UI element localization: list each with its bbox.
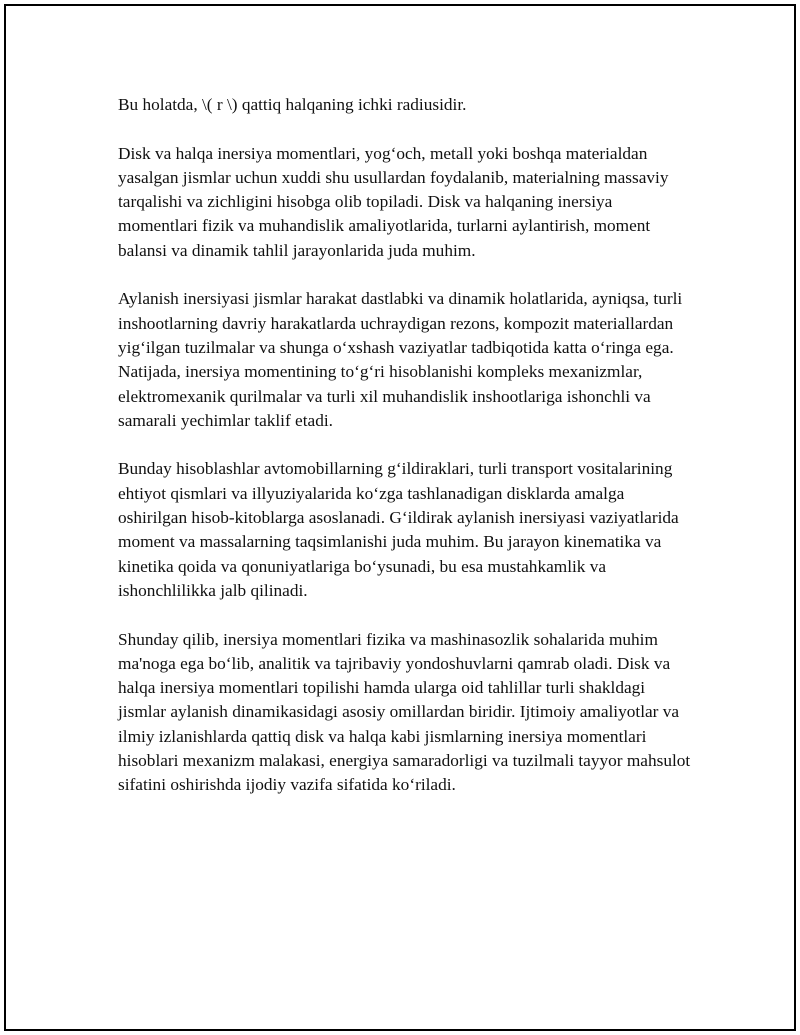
paragraph-intro: Bu holatda, \( r \) qattiq halqaning ichki radiusidir. (118, 95, 467, 114)
paragraph-conclusion: Shunday qilib, inersiya momentlari fizika va mashinasozlik sohalarida muhim ma'noga ega bo‘lib, analitik va tajribaviy yondoshuvlarni qamrab oladi. Disk va halqa inersiya momentlari topilishi hamda ularga oid tahlillar turli shakldagi jismlar aylanish dinamikasidagi asosiy omillardan biridir. Ijtimoiy amaliyotlar va ilmiy izlanishlarda qattiq disk va halqa kabi jismlarning inersiya momentlari hisoblari mexanizm malakasi, energiya samaradorligi va tuzilmali tayyor mahsulot sifatini oshirishda ijodiy vazifa sifatida ko‘riladi. (118, 629, 691, 795)
paragraph-aylanish-inersiyasi: Aylanish inersiyasi jismlar harakat dastlabki va dinamik holatlarida, ayniqsa, turli inshootlarning davriy harakatlarda uchraydigan rezons, kompozit materiallardan yig‘ilgan tuzilmalar va shunga o‘xshash vaziyatlar tadbiqotida katta o‘ringa ega. Natijada, inersiya momentining to‘g‘ri hisoblanishi kompleks mexanizmlar, elektromexanik qurilmalar va turli xil muhandislik inshootlariga ishonchli va samarali yechimlar taklif etadi. (118, 289, 683, 430)
document-body (118, 93, 693, 822)
paragraph-disk-halqa: Disk va halqa inersiya momentlari, yog‘och, metall yoki boshqa materialdan yasalgan jismlar uchun xuddi shu usullardan foydalanib, materialning massaviy tarqalishi va zichligini hisobga olib topiladi. Disk va halqaning inersiya momentlari fizik va muhandislik amaliyotlarida, turlarni aylantirish, moment balansi va dinamik tahlil jarayonlarida juda muhim. (118, 143, 669, 260)
paragraph-bunday-hisoblashlar: Bunday hisoblashlar avtomobillarning g‘ildiraklari, turli transport vositalarining ehtiyot qismlari va illyuziyalarida ko‘zga tashlanadigan disklarda amalga oshirilgan hisob-kitoblarga asoslanadi. G‘ildirak aylanish inersiyasi vaziyatlarida moment va massalarning taqsimlanishi juda muhim. Bu jarayon kinematika va kinetika qoida va qonuniyatlariga bo‘ysunadi, bu esa mustahkamlik va ishonchlilikka jalb qilinadi. (118, 459, 679, 600)
